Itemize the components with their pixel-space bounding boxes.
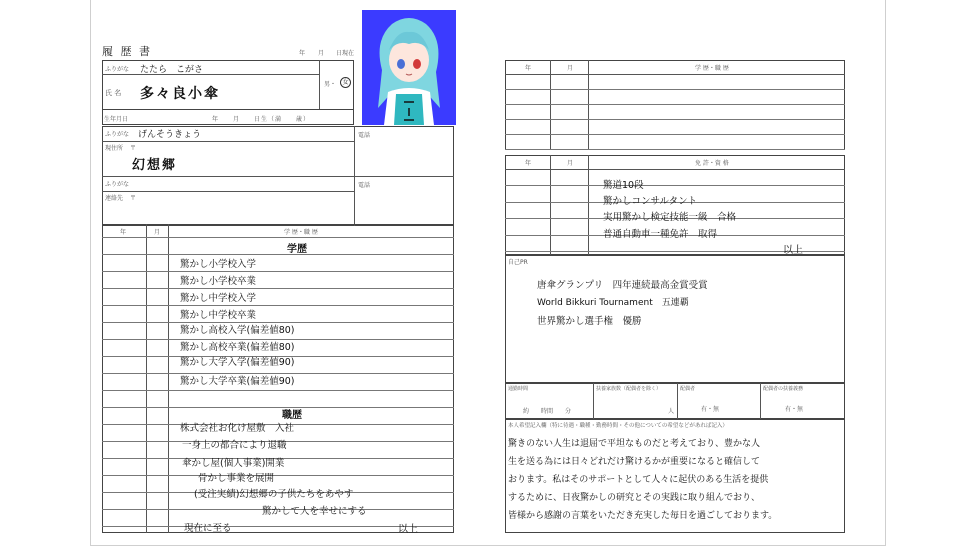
table-row-line xyxy=(505,134,845,135)
character-portrait-image xyxy=(362,10,456,125)
current-address-label: 現住所 xyxy=(105,145,124,152)
header-year: 年 xyxy=(299,50,306,57)
licenses-col-title: 免 許・資 格 xyxy=(695,160,729,167)
contact-phone-label: 電話 xyxy=(358,182,371,189)
gender-label: 男・ xyxy=(324,81,337,88)
wishes-label: 本人希望記入欄（特に待遇・職種・勤務時間・その他についての希望などがあれば記入） xyxy=(508,423,728,429)
history-right-col-title: 学 歴・職 歴 xyxy=(695,65,729,72)
self-pr-line: 唐傘グランプリ 四年連続最高金賞受賞 xyxy=(537,280,708,291)
spouse-value: 有・無 xyxy=(701,406,720,413)
education-line: 驚かし中学校卒業 xyxy=(180,310,257,321)
career-line: 株式会社お化け屋敷 入社 xyxy=(180,423,295,434)
table-row-line xyxy=(505,89,845,90)
spouse-support-value: 有・無 xyxy=(785,406,804,413)
licenses-col-month: 月 xyxy=(567,160,574,167)
table-row-line xyxy=(102,237,454,238)
table-row-line xyxy=(102,288,454,289)
address-furigana-label: ふりがな xyxy=(105,131,130,138)
table-row-line xyxy=(102,475,454,476)
career-end: 以上 xyxy=(398,524,418,535)
table-row-line xyxy=(505,185,845,186)
dependents-unit: 人 xyxy=(668,408,675,415)
phone-label: 電話 xyxy=(358,132,371,139)
gender-circled: 女 xyxy=(340,77,351,88)
table-row-line xyxy=(505,119,845,120)
career-line: (受注実績)幻想郷の子供たちをあやす xyxy=(194,489,354,500)
spouse-support-label: 配偶者の扶養義務 xyxy=(763,386,804,392)
contact-prefix: 〒 xyxy=(130,195,137,202)
history-col-year: 年 xyxy=(120,229,127,236)
photo xyxy=(362,10,456,125)
education-line: 驚かし高校卒業(偏差値80) xyxy=(180,342,295,353)
education-heading: 学歴 xyxy=(287,244,307,255)
career-line: 一身上の都合により退職 xyxy=(182,440,287,451)
history-col-month: 月 xyxy=(154,229,161,236)
career-line: 傘かし屋(個人事業)開業 xyxy=(182,458,285,469)
license-line: 普通自動車一種免許 取得 xyxy=(603,229,718,240)
wishes-line: 皆様から感謝の言葉をいただき充実した毎日を過ごしております。 xyxy=(508,511,778,521)
education-line: 驚かし中学校入学 xyxy=(180,293,257,304)
name-value: 多々良小傘 xyxy=(140,86,220,102)
table-row-line xyxy=(102,271,454,272)
education-line: 驚かし小学校卒業 xyxy=(180,276,257,287)
name-furigana: たたら こがさ xyxy=(140,65,204,75)
commute-label: 通勤時間 xyxy=(508,386,529,392)
wishes-line: 驚きのない人生は退屈で平坦なものだと考えており、豊かな人 xyxy=(508,439,761,449)
self-pr-line: 世界驚かし選手権 優勝 xyxy=(537,316,642,327)
contact-label: 連絡先 xyxy=(105,195,124,202)
wishes-line: おります。私はそのサポートとして人々に起伏のある生活を提供 xyxy=(508,475,769,485)
birth-label: 生年月日 xyxy=(104,116,129,123)
education-line: 驚かし小学校入学 xyxy=(180,259,257,270)
current-address-prefix: 〒 xyxy=(130,145,137,152)
header-date-marker: 日現在 xyxy=(336,50,355,57)
history-col-title: 学 歴・職 歴 xyxy=(284,229,318,236)
licenses-end: 以上 xyxy=(783,245,803,256)
table-row-line xyxy=(102,305,454,306)
contact-furigana-label: ふりがな xyxy=(105,181,130,188)
header-month: 月 xyxy=(318,50,325,57)
table-row-line xyxy=(102,254,454,255)
history-right-col-month: 月 xyxy=(567,65,574,72)
dependents-label: 扶養家族数（配偶者を除く） xyxy=(596,386,662,392)
birth-fields: 年 月 日生（満 歳） xyxy=(212,116,311,123)
table-row-line xyxy=(505,149,845,150)
career-line: 現在に至る xyxy=(184,523,232,534)
table-row-line xyxy=(102,407,454,408)
self-pr-line: World Bikkuri Tournament 五連覇 xyxy=(537,298,689,308)
furigana-label: ふりがな xyxy=(105,66,130,73)
license-line: 驚道10段 xyxy=(603,180,644,191)
address-furigana: げんそうきょう xyxy=(138,130,202,140)
career-heading: 職歴 xyxy=(282,410,302,421)
table-row-line xyxy=(102,390,454,391)
career-line: 骨かし事業を展開 xyxy=(198,473,275,484)
license-line: 驚かしコンサルタント xyxy=(603,196,698,207)
license-line: 実用驚かし検定技能一級 合格 xyxy=(603,212,737,223)
spouse-label: 配偶者 xyxy=(680,386,696,392)
name-label: 氏 名 xyxy=(105,89,122,97)
education-line: 驚かし高校入学(偏差値80) xyxy=(180,325,295,336)
self-pr-label: 自己PR xyxy=(508,259,528,266)
wishes-line: するために、日夜驚かしの研究とその実践に取り組んでおり、 xyxy=(508,493,761,503)
current-address-value: 幻想郷 xyxy=(132,158,178,173)
commute-value: 約 時間 分 xyxy=(523,408,572,415)
wishes-line: 生を送る為には日々どれだけ驚けるかが重要になると確信して xyxy=(508,457,761,467)
resume-title: 履 歴 書 xyxy=(102,45,152,58)
history-right-col-year: 年 xyxy=(525,65,532,72)
resume-right-page xyxy=(505,58,845,533)
education-line: 驚かし大学入学(偏差値90) xyxy=(180,357,295,368)
education-line: 驚かし大学卒業(偏差値90) xyxy=(180,376,295,387)
career-line: 驚かして人を幸せにする xyxy=(262,506,367,517)
table-row-line xyxy=(505,104,845,105)
licenses-col-year: 年 xyxy=(525,160,532,167)
